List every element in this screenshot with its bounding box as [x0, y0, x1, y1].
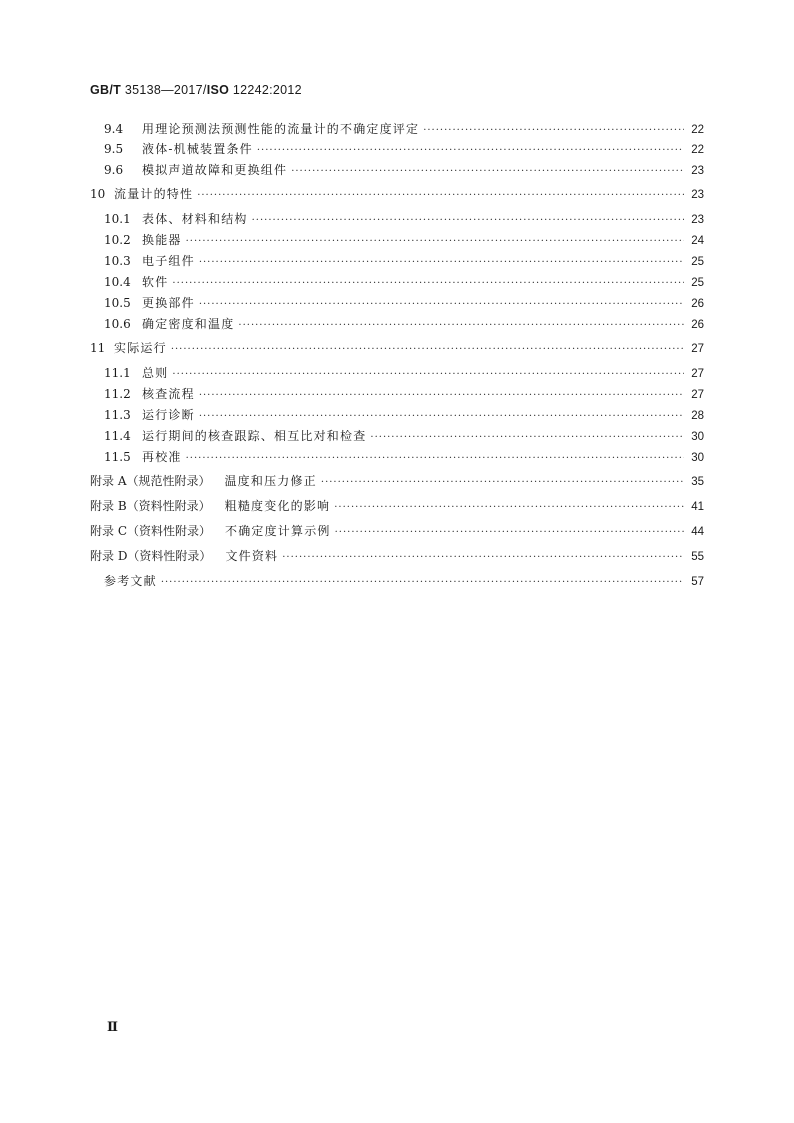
toc-page: 27	[691, 368, 704, 380]
toc-leader	[186, 450, 684, 468]
toc-entry[interactable]	[90, 161, 704, 179]
toc-leader	[291, 163, 684, 181]
page-number-roman: Ⅱ	[107, 1020, 118, 1035]
toc-leader	[171, 341, 684, 359]
toc-entry[interactable]	[90, 497, 704, 515]
toc-leader	[321, 474, 684, 492]
toc-page: 57	[691, 576, 704, 588]
toc-leader	[199, 296, 684, 314]
toc-entry[interactable]	[90, 427, 704, 445]
toc-number: 附录 A（规范性附录）	[90, 474, 211, 488]
toc-entry[interactable]	[90, 315, 704, 333]
toc-page: 30	[691, 431, 704, 443]
toc-title: 温度和压力修正	[224, 474, 317, 488]
toc-entry[interactable]	[90, 339, 704, 357]
toc-page: 28	[691, 410, 704, 422]
toc-entry[interactable]	[90, 120, 704, 138]
toc-leader	[197, 187, 684, 205]
toc-number: 10.1	[104, 212, 131, 226]
standard-code-number: 35138—2017/	[121, 83, 207, 97]
toc-number: 11.5	[104, 450, 131, 464]
toc-entry[interactable]	[90, 522, 704, 540]
toc-entry[interactable]	[90, 252, 704, 270]
toc-leader	[161, 574, 684, 592]
toc-number: 9.5	[104, 142, 124, 156]
toc-entry[interactable]	[90, 572, 704, 590]
toc-title: 运行期间的核查跟踪、相互比对和检查	[142, 429, 367, 443]
toc-number: 11.1	[104, 366, 131, 380]
toc-title: 软件	[142, 275, 169, 289]
toc-title: 文件资料	[225, 549, 279, 563]
toc-page: 35	[691, 476, 704, 488]
toc-page: 24	[691, 235, 704, 247]
toc-leader	[257, 142, 684, 160]
toc-leader	[199, 387, 684, 405]
standard-code-prefix: GB/T	[90, 83, 122, 97]
toc-title: 总则	[142, 366, 169, 380]
toc-page: 22	[691, 124, 704, 136]
toc-number: 11.4	[104, 429, 131, 443]
toc-number: 10.6	[104, 317, 131, 331]
toc-page: 23	[691, 214, 704, 226]
toc-leader	[334, 499, 684, 517]
toc-page: 44	[691, 526, 704, 538]
toc-page: 23	[691, 165, 704, 177]
toc-leader	[172, 366, 684, 384]
toc-entry[interactable]	[90, 364, 704, 382]
toc-number: 9.6	[104, 163, 124, 177]
toc-number: 11	[90, 341, 106, 355]
toc-leader	[186, 233, 684, 251]
toc-number: 10.5	[104, 296, 131, 310]
toc-entry[interactable]	[90, 385, 704, 403]
toc-number: 10.3	[104, 254, 131, 268]
toc-title: 电子组件	[142, 254, 195, 268]
toc-number: 附录 C（资料性附录）	[90, 524, 211, 538]
toc-entry[interactable]	[90, 140, 704, 158]
toc-leader	[238, 317, 684, 335]
toc-entry[interactable]	[90, 231, 704, 249]
document-header	[90, 83, 302, 97]
toc-leader	[335, 524, 684, 542]
toc-page: 23	[691, 189, 704, 201]
toc-title: 更换部件	[142, 296, 195, 310]
toc-number: 附录 B（资料性附录）	[90, 499, 211, 513]
toc-title: 参考文献	[104, 574, 157, 588]
toc-number: 9.4	[104, 122, 124, 136]
toc-page: 27	[691, 389, 704, 401]
toc-entry[interactable]	[90, 472, 704, 490]
toc-entry[interactable]	[90, 294, 704, 312]
toc-page: 27	[691, 343, 704, 355]
toc-title: 流量计的特性	[114, 187, 194, 201]
toc-number: 10	[90, 187, 106, 201]
toc-title: 换能器	[142, 233, 182, 247]
toc-page: 30	[691, 452, 704, 464]
toc-title: 用理论预测法预测性能的流量计的不确定度评定	[142, 122, 420, 136]
toc-title: 实际运行	[114, 341, 167, 355]
toc-page: 26	[691, 319, 704, 331]
toc-title: 模拟声道故障和更换组件	[142, 163, 288, 177]
iso-code-prefix: ISO	[206, 83, 230, 97]
toc-leader	[252, 212, 684, 230]
toc-page: 22	[691, 144, 704, 156]
toc-number: 11.2	[104, 387, 131, 401]
toc-leader	[282, 549, 684, 567]
toc-leader	[172, 275, 684, 293]
toc-page: 26	[691, 298, 704, 310]
toc-page: 55	[691, 551, 704, 563]
toc-leader	[199, 408, 684, 426]
toc-title: 不确定度计算示例	[225, 524, 331, 538]
toc-leader	[423, 122, 684, 140]
toc-leader	[199, 254, 684, 272]
toc-number: 10.2	[104, 233, 131, 247]
toc-number: 11.3	[104, 408, 131, 422]
toc-number: 附录 D（资料性附录）	[90, 549, 212, 563]
toc-title: 确定密度和温度	[142, 317, 235, 331]
toc-page: 41	[691, 501, 704, 513]
toc-entry[interactable]	[90, 273, 704, 291]
toc-title: 核查流程	[142, 387, 195, 401]
toc-entry[interactable]	[90, 547, 704, 565]
iso-code-number: 12242:2012	[229, 83, 302, 97]
toc-number: 10.4	[104, 275, 131, 289]
toc-leader	[370, 429, 684, 447]
toc-entry[interactable]	[90, 406, 704, 424]
toc-title: 运行诊断	[142, 408, 195, 422]
toc-title: 表体、材料和结构	[142, 212, 248, 226]
toc-title: 再校准	[142, 450, 182, 464]
toc-entry[interactable]	[90, 210, 704, 228]
toc-entry[interactable]	[90, 185, 704, 203]
toc-entry[interactable]	[90, 448, 704, 466]
toc-page: 25	[691, 277, 704, 289]
toc-page: 25	[691, 256, 704, 268]
toc-title: 粗糙度变化的影响	[224, 499, 331, 513]
toc-title: 液体-机械装置条件	[142, 142, 253, 156]
